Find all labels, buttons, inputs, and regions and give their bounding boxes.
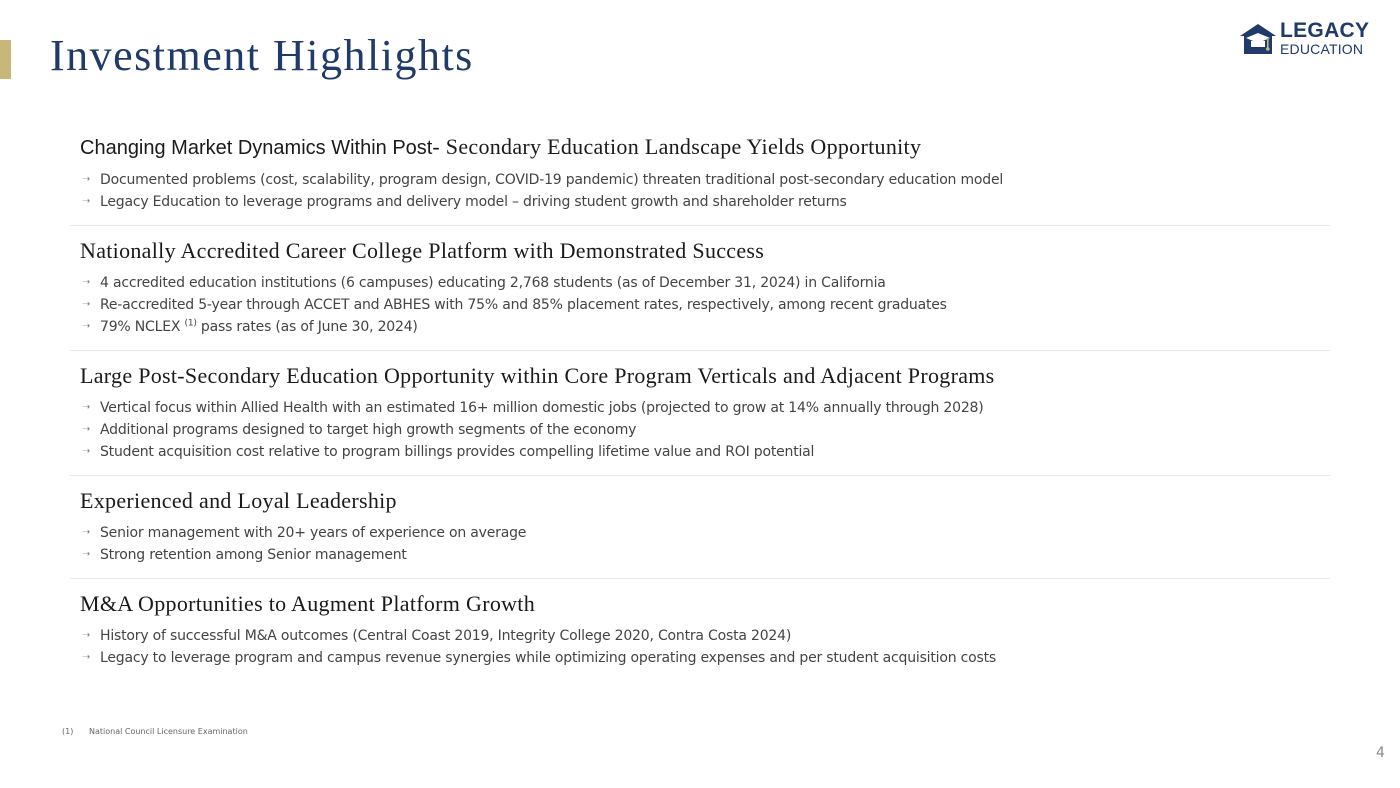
- page-number: 4: [1376, 745, 1385, 761]
- list-item: [80, 316, 1320, 338]
- bullet-list: [80, 625, 1320, 669]
- bullet-text: Legacy to leverage program and campus revenue synergies while optimizing operating expenses and per student acquisition costs: [100, 650, 996, 666]
- section-m-and-a: [70, 578, 1330, 681]
- arrow-right-icon: ➝: [82, 652, 91, 663]
- arrow-right-icon: ➝: [82, 424, 91, 435]
- logo-text-legacy: LEGACY: [1280, 19, 1370, 42]
- section-accredited-platform: [70, 225, 1330, 350]
- footnote-number: (1): [62, 727, 74, 736]
- bullet-list: [80, 397, 1320, 463]
- arrow-right-icon: ➝: [82, 174, 91, 185]
- list-item: [80, 272, 1320, 294]
- list-item: [80, 419, 1320, 441]
- footnote-reference: (1): [184, 318, 197, 329]
- graduation-cap-house-icon: [1238, 22, 1278, 56]
- list-item: [80, 294, 1320, 316]
- section-heading: Large Post-Secondary Education Opportunity within Core Program Verticals and Adjacent Programs: [80, 363, 995, 388]
- footnote: [62, 727, 248, 736]
- heading-part-sans: Changing Market Dynamics Within Post: [80, 137, 433, 159]
- legacy-education-logo: [1238, 20, 1378, 60]
- arrow-right-icon: ➝: [82, 277, 91, 288]
- bullet-list: [80, 169, 1320, 213]
- bullet-text: Senior management with 20+ years of experience on average: [100, 525, 527, 541]
- highlights-content: [70, 132, 1330, 681]
- section-market-dynamics: [70, 132, 1330, 225]
- bullet-text: Student acquisition cost relative to program billings provides compelling lifetime value and ROI potential: [100, 444, 815, 460]
- list-item: [80, 191, 1320, 213]
- page-title: Investment Highlights: [50, 31, 474, 80]
- list-item: [80, 397, 1320, 419]
- bullet-text: History of successful M&A outcomes (Central Coast 2019, Integrity College 2020, Contra Costa 2024): [100, 628, 792, 644]
- list-item: [80, 544, 1320, 566]
- list-item: [80, 441, 1320, 463]
- bullet-text: Re-accredited 5-year through ACCET and ABHES with 75% and 85% placement rates, respectively, among recent graduates: [100, 297, 947, 313]
- arrow-right-icon: ➝: [82, 321, 91, 332]
- bullet-text: Documented problems (cost, scalability, program design, COVID-19 pandemic) threaten traditional post-secondary education model: [100, 172, 1004, 188]
- bullet-text: Legacy Education to leverage programs and delivery model – driving student growth and shareholder returns: [100, 194, 847, 210]
- arrow-right-icon: ➝: [82, 446, 91, 457]
- list-item: [80, 169, 1320, 191]
- arrow-right-icon: ➝: [82, 630, 91, 641]
- footnote-text: National Council Licensure Examination: [89, 727, 248, 736]
- bullet-list: [80, 522, 1320, 566]
- arrow-right-icon: ➝: [82, 402, 91, 413]
- logo-text-education: EDUCATION: [1280, 41, 1364, 57]
- section-heading: Nationally Accredited Career College Platform with Demonstrated Success: [80, 238, 765, 263]
- list-item: [80, 625, 1320, 647]
- list-item: [80, 522, 1320, 544]
- bullet-text: Additional programs designed to target high growth segments of the economy: [100, 422, 637, 438]
- section-education-opportunity: [70, 350, 1330, 475]
- section-leadership: [70, 475, 1330, 578]
- bullet-text-after: pass rates (as of June 30, 2024): [196, 319, 418, 335]
- arrow-right-icon: ➝: [82, 196, 91, 207]
- bullet-text-before: 79% NCLEX: [100, 319, 185, 335]
- arrow-right-icon: ➝: [82, 549, 91, 560]
- heading-part-serif: - Secondary Education Landscape Yields Opportunity: [432, 134, 922, 159]
- section-heading: [80, 132, 1320, 163]
- section-heading: M&A Opportunities to Augment Platform Growth: [80, 591, 536, 616]
- bullet-text: Vertical focus within Allied Health with an estimated 16+ million domestic jobs (projected to grow at 14% annually through 2028): [100, 400, 984, 416]
- bullet-text: Strong retention among Senior management: [100, 547, 407, 563]
- bullet-list: [80, 272, 1320, 338]
- arrow-right-icon: ➝: [82, 299, 91, 310]
- arrow-right-icon: ➝: [82, 527, 91, 538]
- section-heading: Experienced and Loyal Leadership: [80, 488, 397, 513]
- bullet-text: 4 accredited education institutions (6 campuses) educating 2,768 students (as of December 31, 2024) in California: [100, 275, 886, 291]
- title-accent-bar: [0, 40, 11, 79]
- list-item: [80, 647, 1320, 669]
